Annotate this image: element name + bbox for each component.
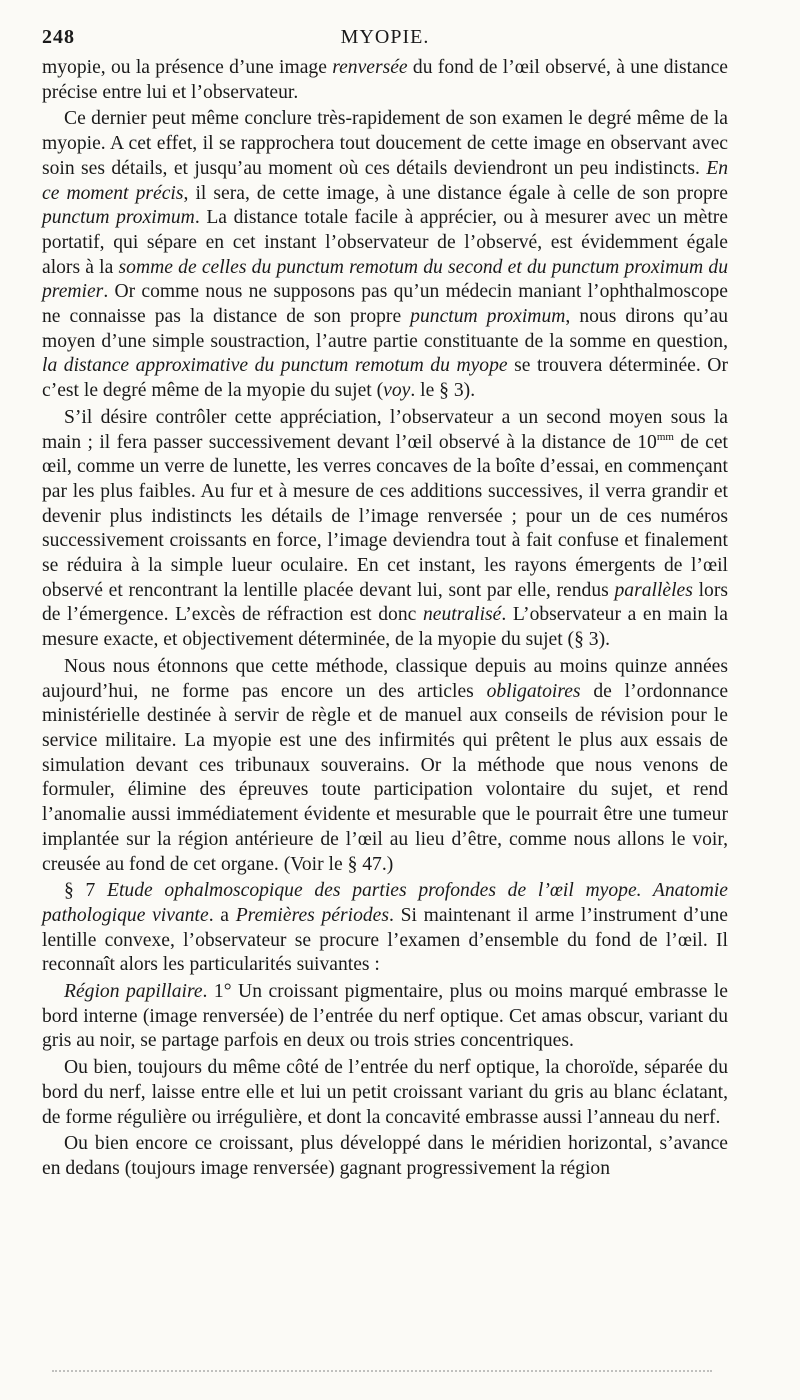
paragraph xyxy=(42,56,728,105)
paragraph xyxy=(42,655,728,877)
italic-emphasis: la distance approximative du punctum remotum du myope xyxy=(42,355,508,377)
text-run: . le § 3). xyxy=(410,380,476,402)
book-page xyxy=(42,22,728,1182)
italic-emphasis: Premières périodes xyxy=(235,904,389,926)
text-run: de cet œil, comme un verre de lunette, les verres concaves de la boîte d’essai, en commençant par les plus faibles. Au fur et à mesure de ces additions successives, il verra grandir et devenir plus indistincts les détails de l’image renversée ; pour un de ces numéros successivement croissants en force, l’image deviendra tout à fait confuse et finalement se réduira à la simple lueur oculaire. En cet instant, les rayons émergents de l’œil observé et rencontrant la lentille placée devant lui, sont par elle, rendus xyxy=(42,431,728,601)
text-run: , nous dirons qu’au moyen d’une simple soustraction, l’autre partie constituante de la somme en question, xyxy=(42,306,728,352)
paragraph xyxy=(42,1056,728,1130)
italic-emphasis: Etude ophalmoscopique des parties profondes de l’œil myope. Anatomie pathologique vivante xyxy=(42,880,728,926)
body-text xyxy=(42,56,728,1182)
text-run: . La distance totale facile à apprécier, ou à mesurer avec un mètre portatif, qui sépare en cet instant l’observateur de l’observé, est évidemment égale alors à la xyxy=(42,207,728,278)
text-run: se trouvera déterminée. Or c’est le degré même de la myopie du sujet ( xyxy=(42,355,728,402)
page-number: 248 xyxy=(42,26,75,48)
text-run: § 7 xyxy=(64,880,108,902)
text-run: , il sera, de cette image, à une distance égale à celle de son propre xyxy=(183,182,729,204)
text-run: de l’ordonnance ministérielle destinée à servir de règle et de manuel aux conseils de révision pour le service militaire. La myopie est une des infirmités qui prêtent le plus aux essais de simulation devant ces tribunaux souverains. Or la méthode que nous venons de formuler, élimine des épreuves toute participation volontaire du sujet, et rend l’anomalie aussi immédiatement évidente et mesurable que le pourrait être une tumeur implantée sur la région antérieure de l’œil au lieu d’être, comme nous allons le voir, creusée au fond de cet organe. (Voir le § 47.) xyxy=(42,680,729,875)
italic-emphasis: parallèles xyxy=(614,579,693,601)
italic-emphasis: punctum proximum xyxy=(410,306,566,328)
running-title: MYOPIE. xyxy=(340,26,430,48)
text-run: . L’observateur a en main la mesure exacte, et objectivement déterminée, de la myopie du sujet (§ 3). xyxy=(42,604,728,651)
italic-emphasis: En ce moment précis xyxy=(42,157,728,204)
paragraph xyxy=(42,980,728,1054)
text-run: lors de l’émergence. L’excès de réfraction est donc xyxy=(42,579,728,626)
italic-emphasis: somme de celles du punctum remotum du second et du punctum proximum du premier xyxy=(42,256,728,303)
text-run: Nous nous étonnons que cette méthode, classique depuis au moins quinze années aujourd’hui, ne forme pas encore un des articles xyxy=(42,655,728,702)
footer-dotted-rule xyxy=(52,1370,712,1372)
italic-emphasis: punctum proximum xyxy=(42,207,195,229)
text-run: . Or comme nous ne supposons pas qu’un médecin maniant l’ophthalmoscope ne connaisse pas la distance de son propre xyxy=(42,281,728,328)
paragraph xyxy=(42,406,728,653)
text-run: . Si maintenant il arme l’instrument d’une lentille convexe, l’observateur se procure l’examen d’ensemble du fond de l’œil. Il reconnaît alors les particularités suivantes : xyxy=(42,904,728,976)
text-run: Ce dernier peut même conclure très-rapidement de son examen le degré même de la myopie. A cet effet, il se rapprochera tout doucement de cette image en observant avec soin ses détails, et jusqu’au moment où ces détails deviendront un peu indistincts. xyxy=(42,108,728,179)
text-run: S’il désire contrôler cette appréciation, l’observateur a un second moyen sous la main ; il fera passer successivement devant l’œil observé à la distance de 10 xyxy=(42,406,728,453)
italic-emphasis: obligatoires xyxy=(486,680,581,702)
text-run: myopie, ou la présence d’une image xyxy=(42,57,333,78)
italic-emphasis: voy xyxy=(383,380,411,402)
text-run: . a xyxy=(208,904,236,926)
italic-emphasis: Région papillaire xyxy=(64,981,203,1003)
paragraph xyxy=(42,107,728,403)
text-run: Ou bien, toujours du même côté de l’entrée du nerf optique, la choroïde, séparée du bord du nerf, laisse entre elle et lui un petit croissant variant du gris au blanc éclatant, de forme régulière ou irrégulière, et dont la concavité embrasse aussi l’anneau du nerf. xyxy=(42,1057,728,1128)
italic-emphasis: renversée xyxy=(332,57,408,78)
paragraph xyxy=(42,1132,728,1181)
text-run: . 1° Un croissant pigmentaire, plus ou moins marqué embrasse le bord interne (image renversée) de l’entrée du nerf optique. Cet amas obscur, variant du gris au noir, se partage parfois en deux ou trois stries concentriques. xyxy=(42,981,728,1052)
superscript-unit: mm xyxy=(656,430,674,443)
text-run: du fond de l’œil observé, à une distance précise entre lui et l’observateur. xyxy=(42,57,728,103)
running-header xyxy=(42,22,728,56)
paragraph xyxy=(42,879,728,978)
italic-emphasis: neutralisé xyxy=(422,604,502,626)
text-run: Ou bien encore ce croissant, plus développé dans le méridien horizontal, s’avance en dedans (toujours image renversée) gagnant progressivement la région xyxy=(42,1133,728,1179)
